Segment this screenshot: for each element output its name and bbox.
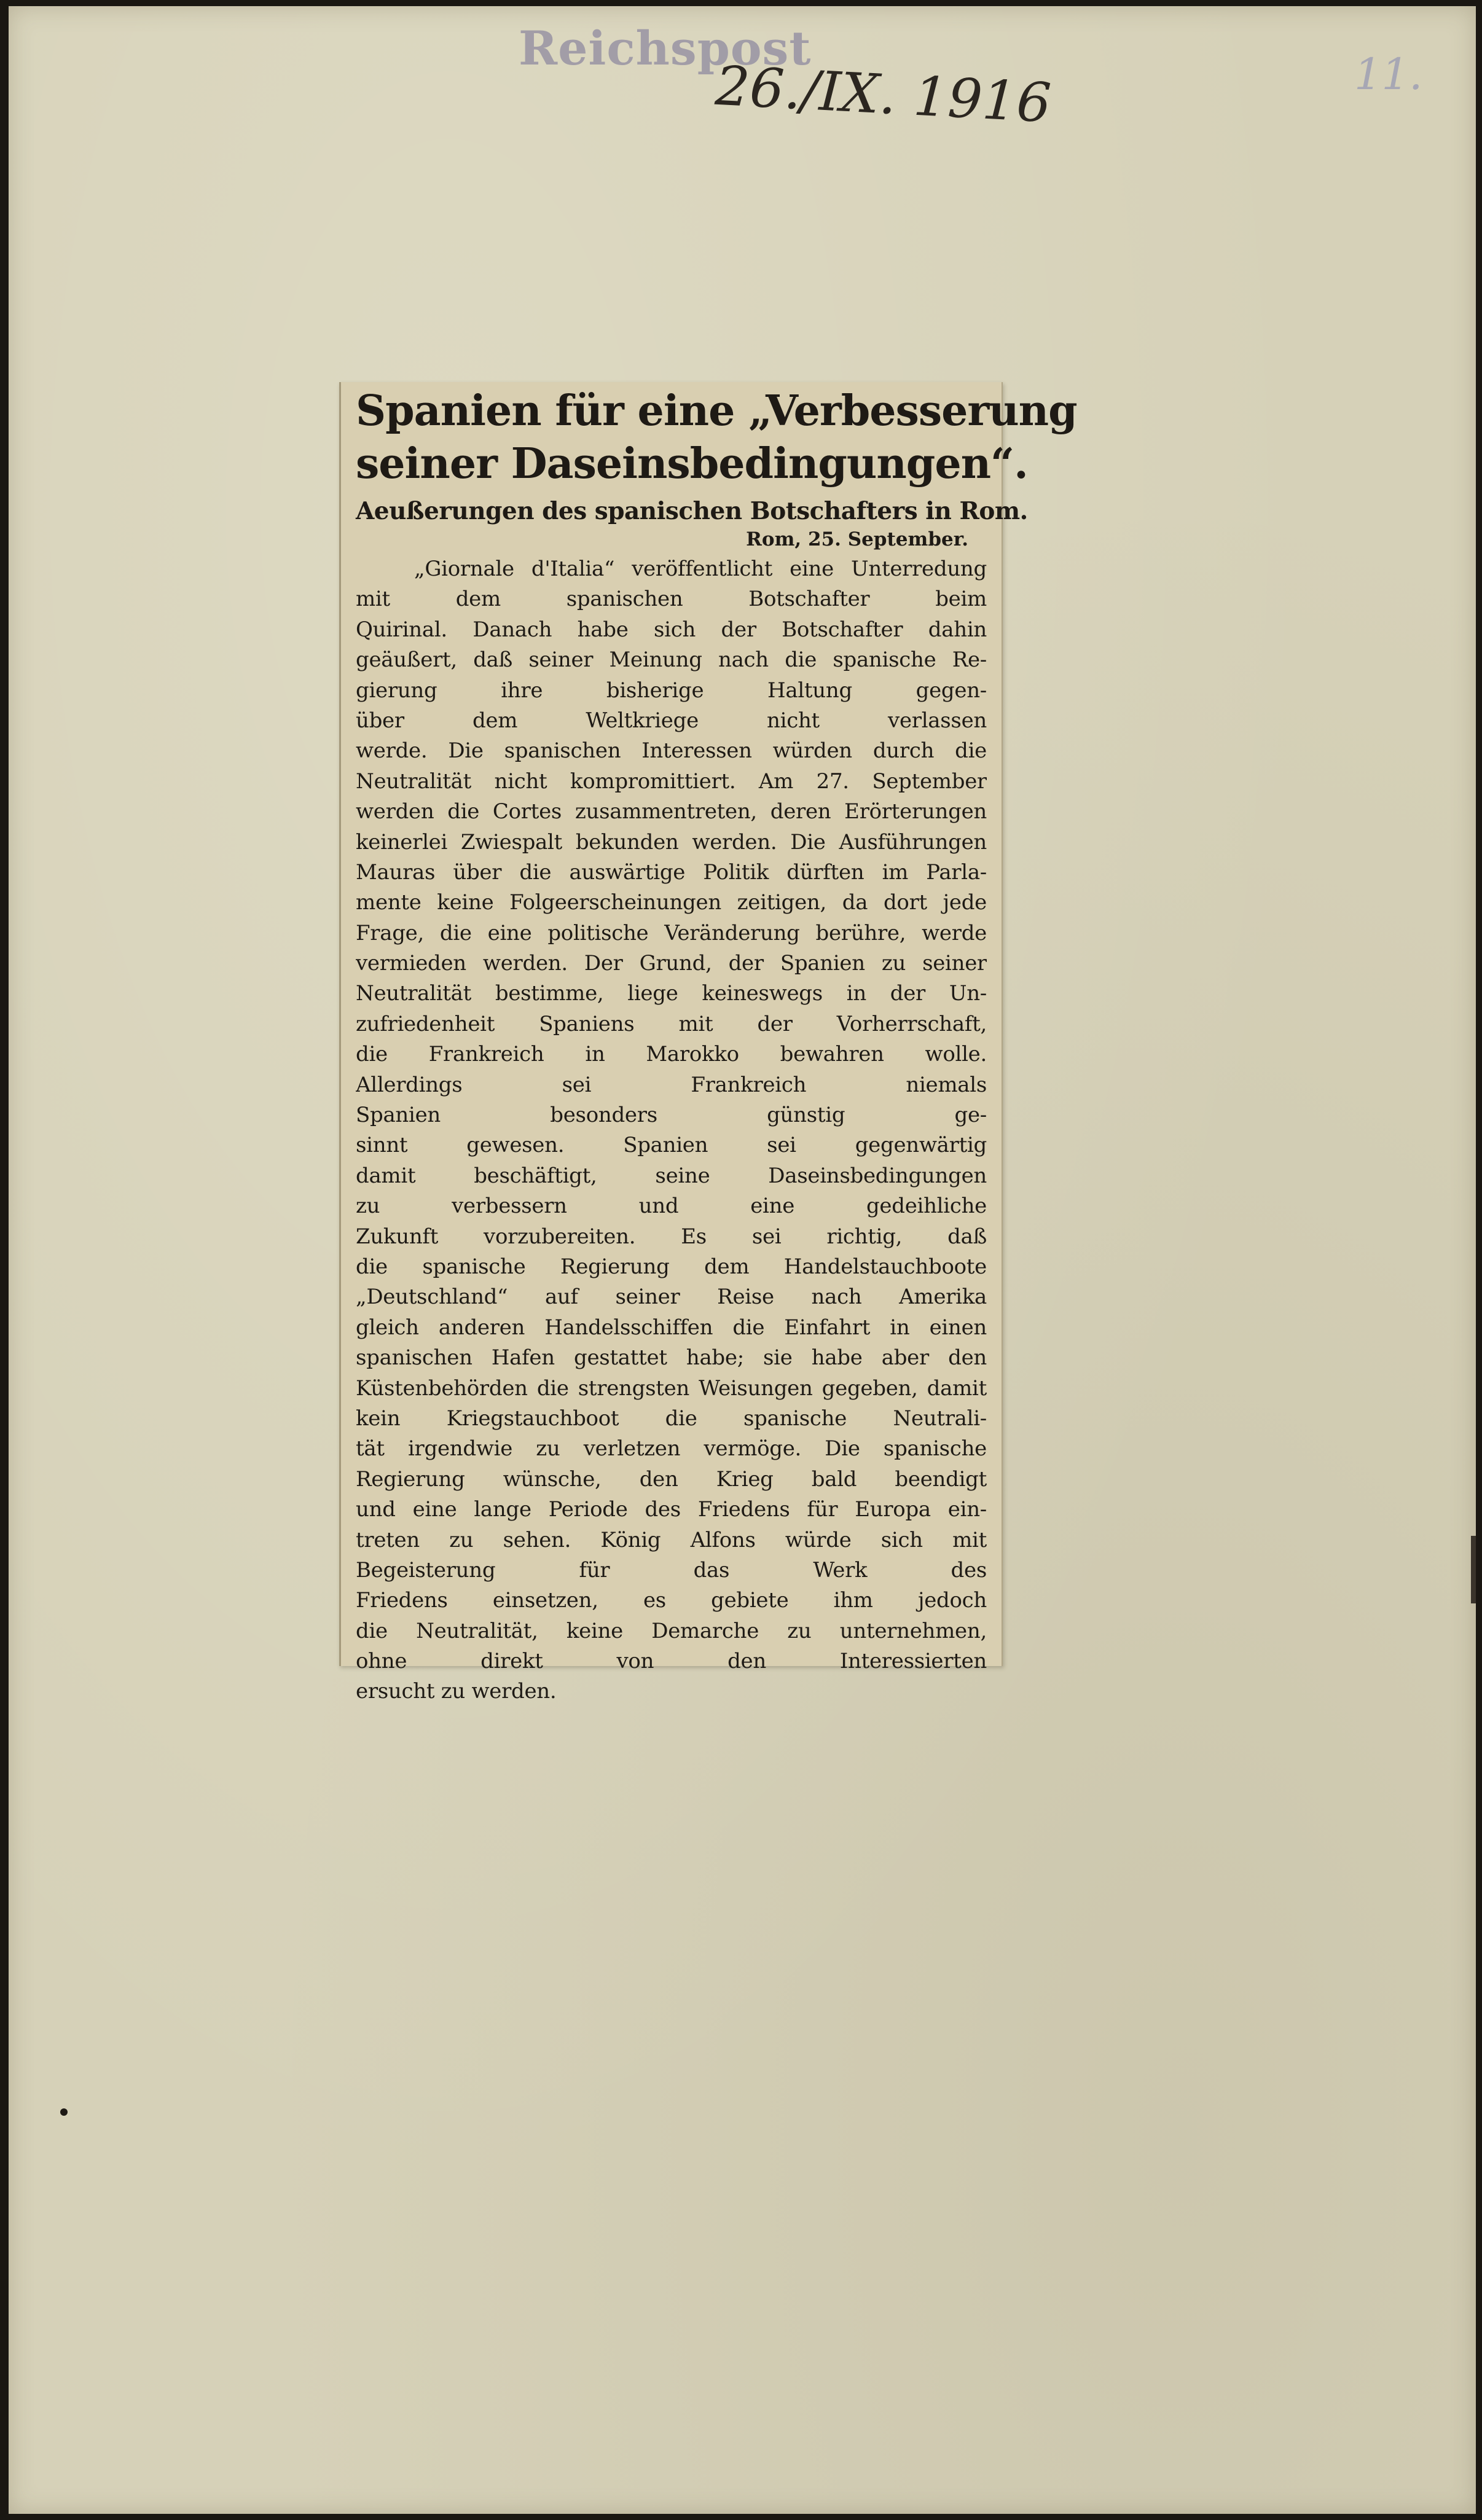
- article-body-line: zu verbessern und eine gedeihliche: [356, 1194, 987, 1219]
- headline-line: Spanien für eine „Verbesserung: [356, 386, 1077, 436]
- article-headline: [356, 385, 1077, 490]
- article-body-line: ersucht zu werden.: [356, 1679, 557, 1704]
- article-body-line: Frage, die eine politische Veränderung berühre, werde: [356, 920, 987, 945]
- article-body-line: gierung ihre bisherige Haltung gegen-: [356, 678, 987, 703]
- article-body-line: ohne direkt von den Interessierten: [356, 1649, 987, 1674]
- article-body-line: über dem Weltkriege nicht verlassen: [356, 708, 987, 733]
- article-body-line: Allerdings sei Frankreich niemals: [356, 1072, 987, 1097]
- article-body-line: die spanische Regierung dem Handelstauchboote: [356, 1254, 987, 1279]
- article-body-line: mente keine Folgeerscheinungen zeitigen, da dort jede: [356, 890, 987, 915]
- edge-mark: [1471, 1536, 1476, 1603]
- article-body-line: kein Kriegstauchboot die spanische Neutrali-: [356, 1406, 987, 1431]
- article-body-line: Friedens einsetzen, es gebiete ihm jedoch: [356, 1588, 987, 1613]
- article-body-line: damit beschäftigt, seine Daseinsbedingungen: [356, 1163, 987, 1188]
- article-body-line: geäußert, daß seiner Meinung nach die spanische Re-: [356, 648, 987, 673]
- article-body-line: sinnt gewesen. Spanien sei gegenwärtig: [356, 1133, 987, 1158]
- article-body-line: Küstenbehörden die strengsten Weisungen gegeben, damit: [356, 1375, 987, 1401]
- article-body: [356, 554, 987, 1707]
- handwritten-date: 26./IX. 1916: [713, 53, 1053, 135]
- article-body-line: gleich anderen Handelsschiffen die Einfahrt in einen: [356, 1315, 987, 1340]
- article-body-line: tät irgendwie zu verletzen vermöge. Die spanische: [356, 1436, 987, 1462]
- article-body-line: werde. Die spanischen Interessen würden durch die: [356, 738, 987, 764]
- article-body-line: die Frankreich in Marokko bewahren wolle.: [356, 1042, 987, 1067]
- newspaper-stamp: Reichspost: [519, 21, 812, 76]
- article-body-line: Begeisterung für das Werk des: [356, 1557, 987, 1583]
- article-body-line: „Deutschland“ auf seiner Reise nach Amerika: [356, 1285, 987, 1310]
- article-body-line: „Giornale d'Italia“ veröffentlicht eine Unterredung: [414, 557, 987, 581]
- handwritten-folio-number: 11.: [1354, 49, 1423, 100]
- archive-sheet: [9, 6, 1476, 2514]
- article-body-line: Quirinal. Danach habe sich der Botschafter dahin: [356, 617, 987, 642]
- newspaper-clipping: [339, 382, 1077, 1704]
- article-body-line: Regierung wünsche, den Krieg bald beendigt: [356, 1466, 987, 1492]
- article-body-line: Neutralität nicht kompromittiert. Am 27. September: [356, 769, 987, 794]
- article-body-line: Mauras über die auswärtige Politik dürften im Parla-: [356, 859, 987, 885]
- headline-line: seiner Daseinsbedingungen“.: [356, 439, 1028, 488]
- article-body-line: zufriedenheit Spaniens mit der Vorherrschaft,: [356, 1011, 987, 1036]
- article-body-line: Zukunft vorzubereiten. Es sei richtig, daß: [356, 1224, 987, 1249]
- article-dateline: Rom, 25. September.: [746, 528, 968, 550]
- article-body-line: spanischen Hafen gestattet habe; sie habe aber den: [356, 1345, 987, 1371]
- article-subheadline: Aeußerungen des spanischen Botschafters in Rom.: [356, 497, 1028, 525]
- article-body-line: und eine lange Periode des Friedens für Europa ein-: [356, 1497, 987, 1522]
- article-body-line: treten zu sehen. König Alfons würde sich mit: [356, 1527, 987, 1552]
- article-body-line: Neutralität bestimme, liege keineswegs in der Un-: [356, 981, 987, 1006]
- article-body-line: keinerlei Zwiespalt bekunden werden. Die Ausführungen: [356, 829, 987, 855]
- article-body-line: werden die Cortes zusammentreten, deren Erörterungen: [356, 799, 987, 824]
- article-body-line: mit dem spanischen Botschafter beim: [356, 587, 987, 612]
- ink-dot: [60, 2108, 68, 2116]
- article-body-line: die Neutralität, keine Demarche zu unternehmen,: [356, 1618, 987, 1643]
- article-body-line: vermieden werden. Der Grund, der Spanien zu seiner: [356, 951, 987, 976]
- article-body-line: Spanien besonders günstig ge-: [356, 1103, 987, 1128]
